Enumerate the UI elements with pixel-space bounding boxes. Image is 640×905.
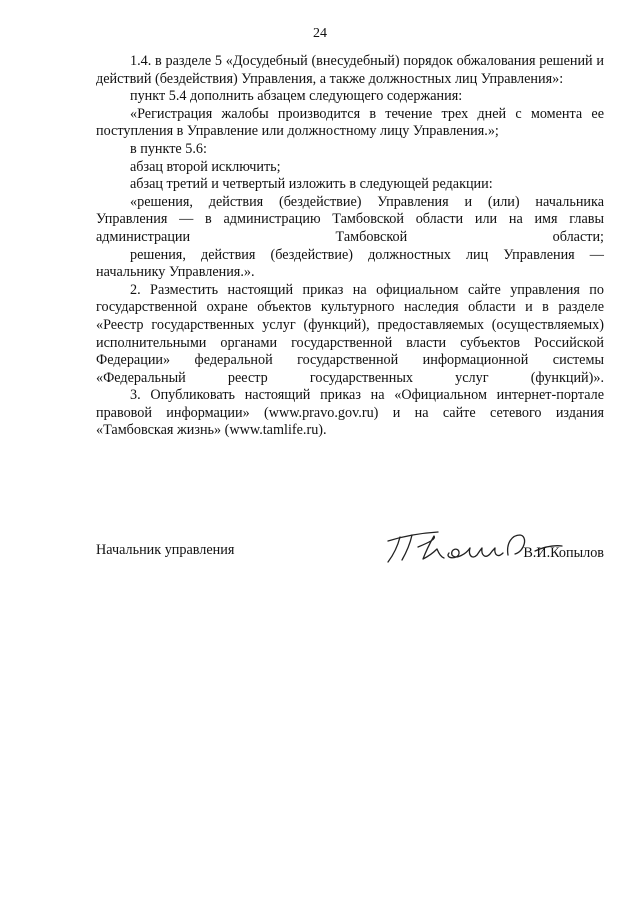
paragraph: 1.4. в разделе 5 «Досудебный (внесудебный) порядок обжалования решений и действий (бездействия) Управления, а также должностных лиц Управления»: [96, 53, 604, 87]
paragraph: «решения, действия (бездействие) Управления и (или) начальника Управления — в администрацию Тамбовской области или на имя главы администрации Тамбовской области; [96, 193, 604, 245]
paragraph: пункт 5.4 дополнить абзацем следующего содержания: [130, 88, 463, 105]
paragraph: в пункте 5.6: [130, 140, 207, 157]
page-number: 24 [313, 26, 327, 41]
signature-block [96, 537, 604, 567]
paragraph: решения, действия (бездействие) должностных лиц Управления — начальнику Управления.». [96, 246, 604, 281]
paragraph: «Регистрация жалобы производится в течение трех дней с момента ее поступления в Управление или должностному лицу Управления.»; [96, 105, 604, 140]
paragraph: абзац второй исключить; [130, 158, 281, 175]
document-body [96, 53, 604, 440]
signatory-title: Начальник управления [96, 542, 235, 558]
paragraph: 3. Опубликовать настоящий приказ на «Официальном интернет-портале правовой информации» (www.pravo.gov.ru) и на сайте сетевого издания «Тамбовская жизнь» (www.tamlife.ru). [96, 387, 604, 439]
paragraph: абзац третий и четвертый изложить в следующей редакции: [130, 176, 493, 193]
paragraph: 2. Разместить настоящий приказ на официальном сайте управления по государственной охране объектов культурного наследия области и в разделе «Реестр государственных услуг (функций), предоставляемых (осуществляемых) исполнительными органами государственной власти субъектов Российской Федерации» федеральной государственной информационной системы «Федеральный реестр государственных услуг (функций)». [96, 281, 604, 386]
signatory-name: В.И.Копылов [523, 545, 604, 561]
